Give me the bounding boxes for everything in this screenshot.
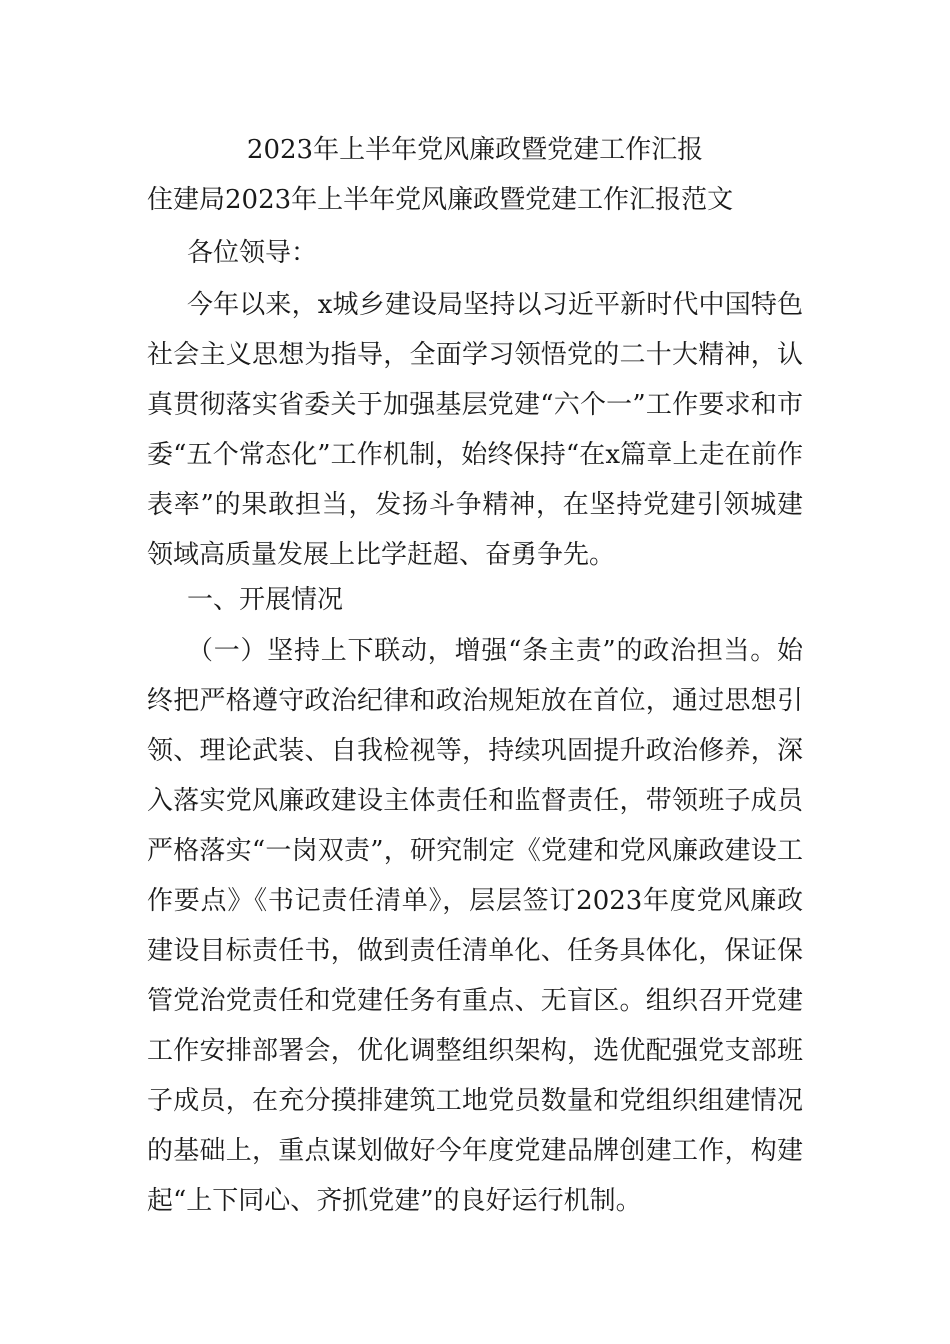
document-subtitle: 住建局2023年上半年党风廉政暨党建工作汇报范文: [147, 185, 734, 215]
greeting: 各位领导：: [187, 238, 318, 268]
paragraph-intro: 今年以来，x城乡建设局坚持以习近平新时代中国特色社会主义思想为指导，全面学习领悟党的二十大精神，认真贯彻落实省委关于加强基层党建“六个一”工作要求和市委“五个常态化”工作机制，始终保持“在x篇章上走在前作表率”的果敢担当，发扬斗争精神，在坚持党建引领城建领域高质量发展上比学赶超、奋勇争先。: [147, 290, 803, 570]
document-title: 2023年上半年党风廉政暨党建工作汇报: [246, 135, 704, 165]
paragraph-section-1: （一）坚持上下联动，增强“条主责”的政治担当。始终把严格遵守政治纪律和政治规矩放在首位，通过思想引领、理论武装、自我检视等，持续巩固提升政治修养，深入落实党风廉政建设主体责任和监督责任，带领班子成员严格落实“一岗双责”，研究制定《党建和党风廉政建设工作要点》《书记责任清单》，层层签订2023年度党风廉政建设目标责任书，做到责任清单化、任务具体化，保证保管党治党责任和党建任务有重点、无盲区。组织召开党建工作安排部署会，优化调整组织架构，选优配强党支部班子成员，在充分摸排建筑工地党员数量和党组织组建情况的基础上，重点谋划做好今年度党建品牌创建工作，构建起“上下同心、齐抓党建”的良好运行机制。: [147, 636, 803, 1216]
section-heading: 一、开展情况: [187, 585, 344, 615]
